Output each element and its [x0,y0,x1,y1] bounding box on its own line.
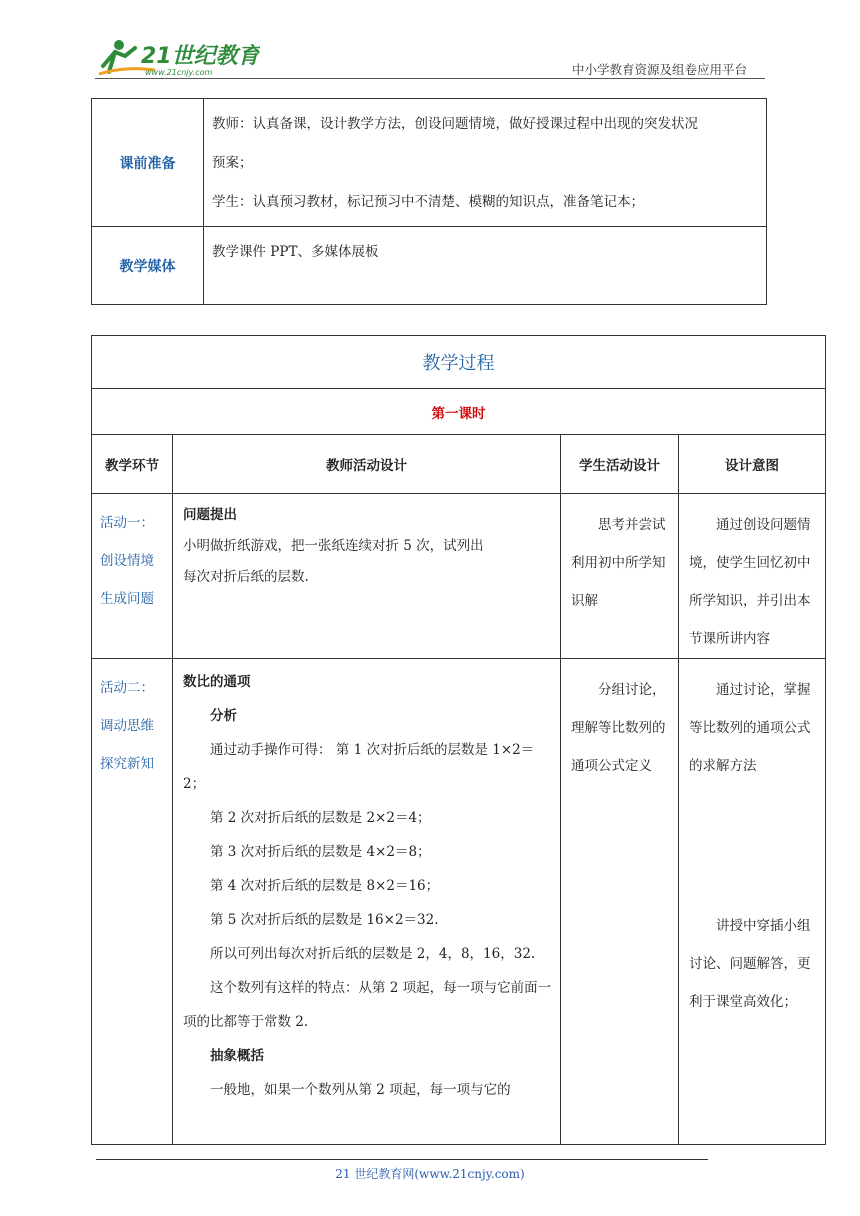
media-label: 教学媒体 [92,227,204,305]
intent-paragraph: 通过讨论，掌握等比数列的通项公式的求解方法 [689,682,811,774]
table-row [92,659,826,1145]
footer-text: 21 世纪教育网(www.21cnjy.com) [335,1167,525,1181]
col-header-student: 学生活动设计 [561,435,679,494]
intent-paragraph: 讲授中穿插小组讨论、问题解答，更利于课堂高效化； [689,918,811,1010]
activity-line: 生成问题 [100,591,154,607]
teacher-heading: 问题提出 [183,507,237,523]
teacher-paragraph: 所以可列出每次对折后纸的层数是 2，4，8，16，32. [210,946,536,962]
teacher-line: 每次对折后纸的层数. [183,569,309,585]
table-row [92,227,767,305]
activity-line: 探究新知 [100,756,154,772]
activity-line: 活动一： [100,515,154,531]
teacher-paragraph: 第 4 次对折后纸的层数是 8×2＝16； [210,878,440,894]
prep-table [91,98,767,305]
header-platform-text: 中小学教育资源及组卷应用平台 [572,62,748,77]
col-header-stage: 教学环节 [92,435,173,494]
footer-divider [96,1159,708,1160]
sub-heading: 分析 [210,708,237,724]
activity-line: 创设情境 [100,553,154,569]
teacher-paragraph: 第 5 次对折后纸的层数是 16×2＝32. [210,912,439,928]
prep-line: 预案； [212,155,253,171]
activity-line: 活动二： [100,680,154,696]
activity-1-teacher [173,494,561,659]
media-line: 教学课件 PPT、多媒体展板 [212,244,379,260]
teacher-paragraph: 一般地，如果一个数列从第 2 项起，每一项与它的 [210,1082,511,1098]
prep-line: 教师：认真备课，设计教学方法，创设问题情境，做好授课过程中出现的突发状况 [212,116,698,132]
activity-1-intent: 通过创设问题情境，使学生回忆初中所学知识，并引出本节课所讲内容 [679,494,826,659]
teacher-paragraph: 第 2 次对折后纸的层数是 2×2＝4； [210,810,431,826]
process-table [91,335,826,1145]
activity-2-intent [679,659,826,1145]
media-content [204,227,767,305]
activity-2-teacher [173,659,561,1145]
teacher-paragraph: 这个数列有这样的特点：从第 2 项起，每一项与它前面一项的比都等于常数 2. [183,980,552,1030]
prep-label: 课前准备 [92,99,204,227]
site-logo [95,36,260,80]
activity-1-student: 思考并尝试利用初中所学知识解 [561,494,679,659]
process-title: 教学过程 [92,336,826,389]
prep-content [204,99,767,227]
teacher-heading: 数比的通项 [183,674,251,690]
teacher-paragraph: 第 3 次对折后纸的层数是 4×2＝8； [210,844,431,860]
table-row [92,494,826,659]
col-header-teacher: 教师活动设计 [173,435,561,494]
col-header-intent: 设计意图 [679,435,826,494]
activity-1-label [92,494,173,659]
table-row [92,99,767,227]
header-divider [95,78,765,79]
activity-2-student: 分组讨论，理解等比数列的通项公式定义 [561,659,679,1145]
sub-heading: 抽象概括 [210,1048,264,1064]
activity-line: 调动思维 [100,718,154,734]
logo-text: 21世纪教育 [141,44,260,69]
logo-url: www.21cnjy.com [145,68,213,77]
activity-2-label [92,659,173,1145]
lesson-subtitle: 第一课时 [92,389,826,435]
prep-line: 学生：认真预习教材，标记预习中不清楚、模糊的知识点，准备笔记本； [212,194,644,210]
teacher-line: 小明做折纸游戏，把一张纸连续对折 5 次，试列出 [183,538,484,554]
teacher-paragraph: 通过动手操作可得： 第 1 次对折后纸的层数是 1×2＝2； [183,742,535,792]
